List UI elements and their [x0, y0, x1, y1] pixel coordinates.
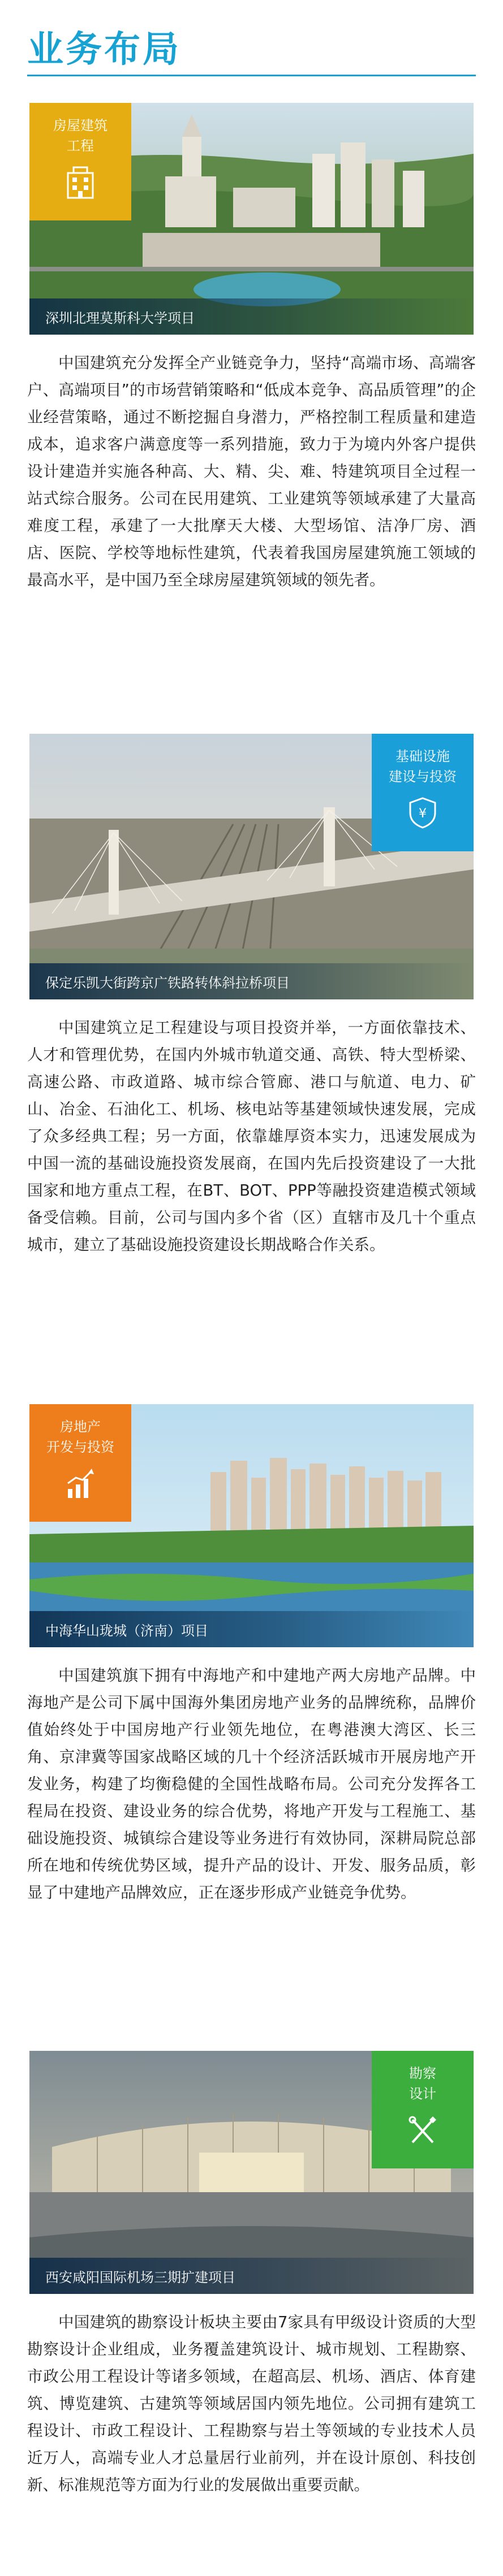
- photo-caption-bar: [29, 1611, 474, 1647]
- tag-label: 勘察 设计: [409, 2066, 436, 2102]
- section-card-design: [29, 2051, 474, 2294]
- building-construction-paragraph: 中国建筑充分发挥全产业链竞争力，坚持“高端市场、高端客户、高端项目”的市场营销策略和“低成本竞争、高品质管理”的企业经营策略，通过不断挖掘自身潜力，严格控制工程质量和建造成本，追求客户满意度等一系列措施，致力于为境内外客户提供设计建造并实施各种高、大、精、尖、难、特建筑项目全过程一站式综合服务。公司在民用建筑、工业建筑等领域承建了大量高难度工程，承建了一大批摩天大楼、大型场馆、洁净厂房、酒店、医院、学校等地标性建筑，代表着我国房屋建筑施工领域的最高水平，是中国乃至全球房屋建筑领域的领先者。: [27, 354, 476, 589]
- page-title: 业务布局: [27, 29, 181, 71]
- building-construction-tag: [29, 103, 131, 220]
- tag-label: 房地产 开发与投资: [46, 1419, 114, 1455]
- svg-text:¥: ¥: [419, 807, 427, 821]
- photo-caption: 中海华山珑城（济南）项目: [45, 1622, 208, 1639]
- section-card-infrastructure: [29, 734, 474, 999]
- photo-caption-bar: [29, 963, 474, 999]
- section-card-building: [29, 103, 474, 335]
- building-icon: [65, 165, 96, 205]
- section-card-real-estate: [29, 1404, 474, 1647]
- shield-money-icon: [407, 796, 438, 835]
- survey-design-paragraph: 中国建筑的勘察设计板块主要由7家具有甲级设计资质的大型勘察设计企业组成，业务覆盖建筑设计、城市规划、工程勘察、市政公用工程设计等诸多领域，在超高层、机场、酒店、体育建筑、博览建筑、古建筑等领域居国内领先地位。公司拥有建筑工程设计、市政工程设计、工程勘察与岩土等领域的专业技术人员近万人，高端专业人才总量居行业前列，并在设计原创、科技创新、标准规范等方面为行业的发展做出重要贡献。: [27, 2313, 476, 2494]
- tag-label: 房屋建筑 工程: [53, 118, 108, 154]
- photo-caption: 保定乐凯大街跨京广铁路转体斜拉桥项目: [45, 975, 290, 991]
- photo-caption-bar: [29, 298, 474, 335]
- photo-caption-bar: [29, 2258, 474, 2294]
- growth-chart-icon: [65, 1466, 96, 1506]
- tag-label: 基础设施 建设与投资: [389, 748, 457, 785]
- real-estate-paragraph: 中国建筑旗下拥有中海地产和中建地产两大房地产品牌。中海地产是公司下属中国海外集团房地产业务的品牌统称，品牌价值始终处于中国房地产行业领先地位，在粤港澳大湾区、长三角、京津冀等国家战略区域的几十个经济活跃城市开展房地产开发业务，构建了均衡稳健的全国性战略布局。公司充分发挥各工程局在投资、建设业务的综合优势，将地产开发与工程施工、基础设施投资、城镇综合建设等业务进行有效协同，深耕局院总部所在地和传统优势区域，提升产品的设计、开发、服务品质，彰显了中建地产品牌效应，正在逐步形成产业链竞争优势。: [27, 1666, 476, 1902]
- photo-caption: 深圳北理莫斯科大学项目: [45, 310, 195, 326]
- photo-caption: 西安咸阳国际机场三期扩建项目: [45, 2269, 235, 2285]
- infrastructure-tag: [372, 734, 474, 851]
- design-tag: [372, 2051, 474, 2168]
- real-estate-tag: [29, 1404, 131, 1522]
- title-underline: [27, 75, 476, 76]
- design-tools-icon: [407, 2113, 438, 2153]
- infrastructure-paragraph: 中国建筑立足工程建设与项目投资并举，一方面依靠技术、人才和管理优势，在国内外城市轨道交通、高铁、特大型桥梁、高速公路、市政道路、城市综合管廊、港口与航道、电力、矿山、冶金、石油化工、机场、核电站等基建领域快速发展，完成了众多经典工程；另一方面，依靠雄厚资本实力，迅速发展成为中国一流的基础设施投资发展商，在国内先后投资建设了一大批国家和地方重点工程，在BT、BOT、PPP等融投资建造模式领域备受信赖。目前，公司与国内多个省（区）直辖市及几十个重点城市，建立了基础设施投资建设长期战略合作关系。: [27, 1019, 476, 1254]
